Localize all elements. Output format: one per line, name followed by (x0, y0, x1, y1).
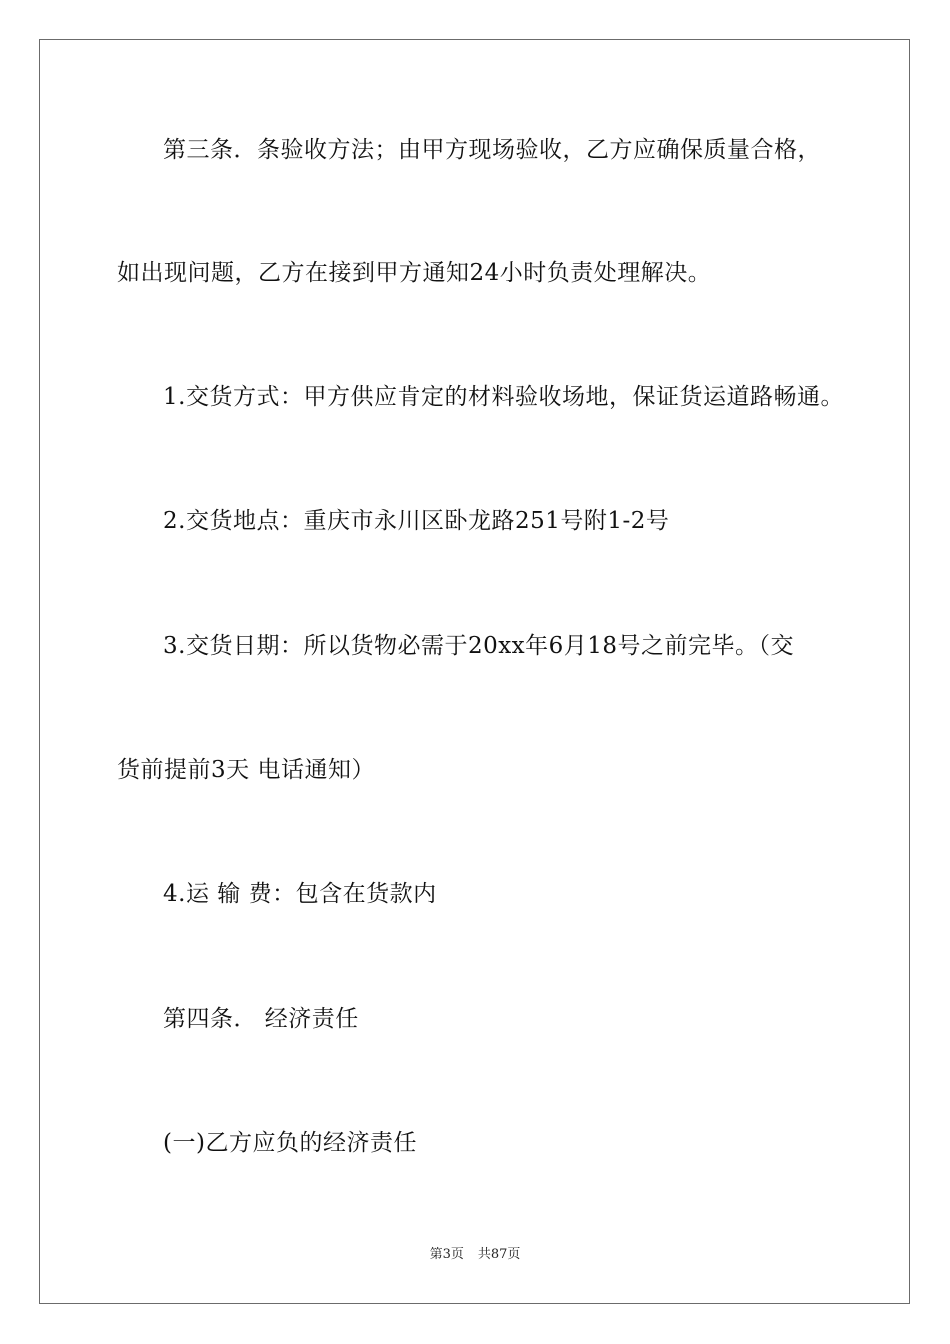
article-3-line-2: 如出现问题，乙方在接到甲方通知24小时负责处理解决。 (117, 260, 712, 286)
page-number: 第3页 (429, 1247, 464, 1262)
transport-fee: 4.运 输 费：包含在货款内 (163, 881, 437, 907)
party-b-liability-heading: (一)乙方应负的经济责任 (163, 1130, 417, 1156)
delivery-location: 2.交货地点：重庆市永川区卧龙路251号附1-2号 (163, 508, 670, 534)
delivery-method: 1.交货方式：甲方供应肯定的材料验收场地，保证货运道路畅通。 (163, 384, 844, 410)
page-border (39, 39, 910, 1304)
delivery-date-line-1: 3.交货日期：所以货物必需于20xx年6月18号之前完毕。（交 (163, 633, 795, 659)
page-footer (0, 1246, 950, 1264)
delivery-date-line-2: 货前提前3天 电话通知） (117, 757, 375, 783)
article-4-heading: 第四条． 经济责任 (163, 1006, 359, 1032)
article-3-line-1: 第三条．条验收方法；由甲方现场验收，乙方应确保质量合格， (163, 137, 821, 163)
total-pages: 共87页 (477, 1247, 521, 1262)
